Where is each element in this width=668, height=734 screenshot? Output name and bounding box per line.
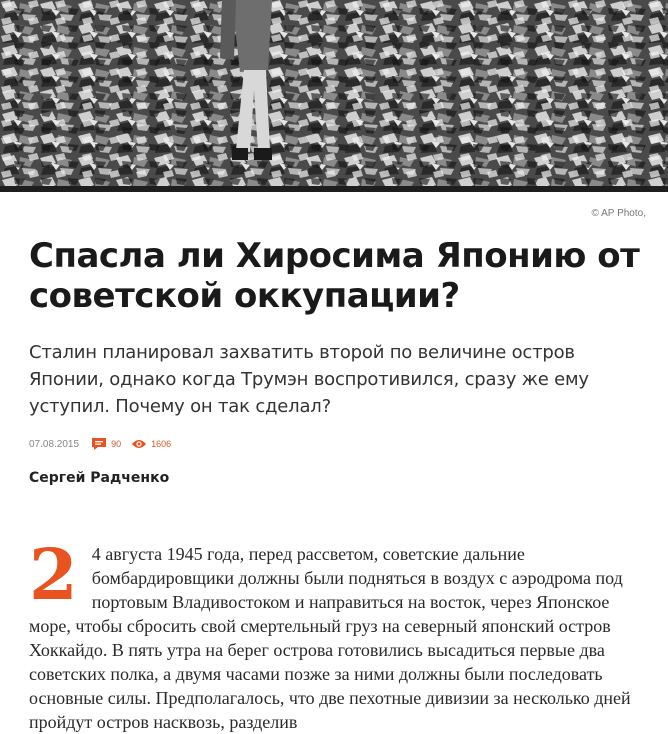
publish-date: 07.08.2015 — [29, 438, 80, 450]
article-meta — [29, 436, 181, 452]
drop-cap: 2 — [29, 533, 78, 616]
hero-photo — [0, 0, 668, 192]
article-body-text: 4 августа 1945 года, перед рассветом, советские дальние бомбардировщики должны были подняться в воздух с аэродрома под портовым Владивостоком и направиться на восток, через Японское море, чтобы сбросить свой смертельный груз на северный японский остров Хоккайдо. В пять утра на берег острова готовились высадиться первые два советских полка, а двумя часами позже за ними должны были последовать основные силы. Предполагалось, что две пехотные дивизии за несколько дней пройдут остров насквозь, разделив — [29, 544, 631, 732]
speech-bubble-icon[interactable] — [91, 437, 107, 451]
article-body — [29, 533, 635, 734]
article-title: Спасла ли Хиросима Японию от советской оккупации? — [29, 236, 640, 316]
eye-icon — [131, 438, 147, 450]
views-count: 1606 — [151, 439, 172, 449]
comments-count[interactable]: 90 — [111, 439, 122, 449]
photo-credit: © AP Photo, — [591, 208, 646, 219]
rubble-photo-illustration — [0, 0, 668, 192]
article-lead: Сталин планировал захватить второй по величине остров Японии, однако когда Трумэн воспротивился, сразу же ему уступил. Почему он так сделал? — [29, 342, 589, 417]
author-name[interactable]: Сергей Радченко — [29, 470, 170, 486]
